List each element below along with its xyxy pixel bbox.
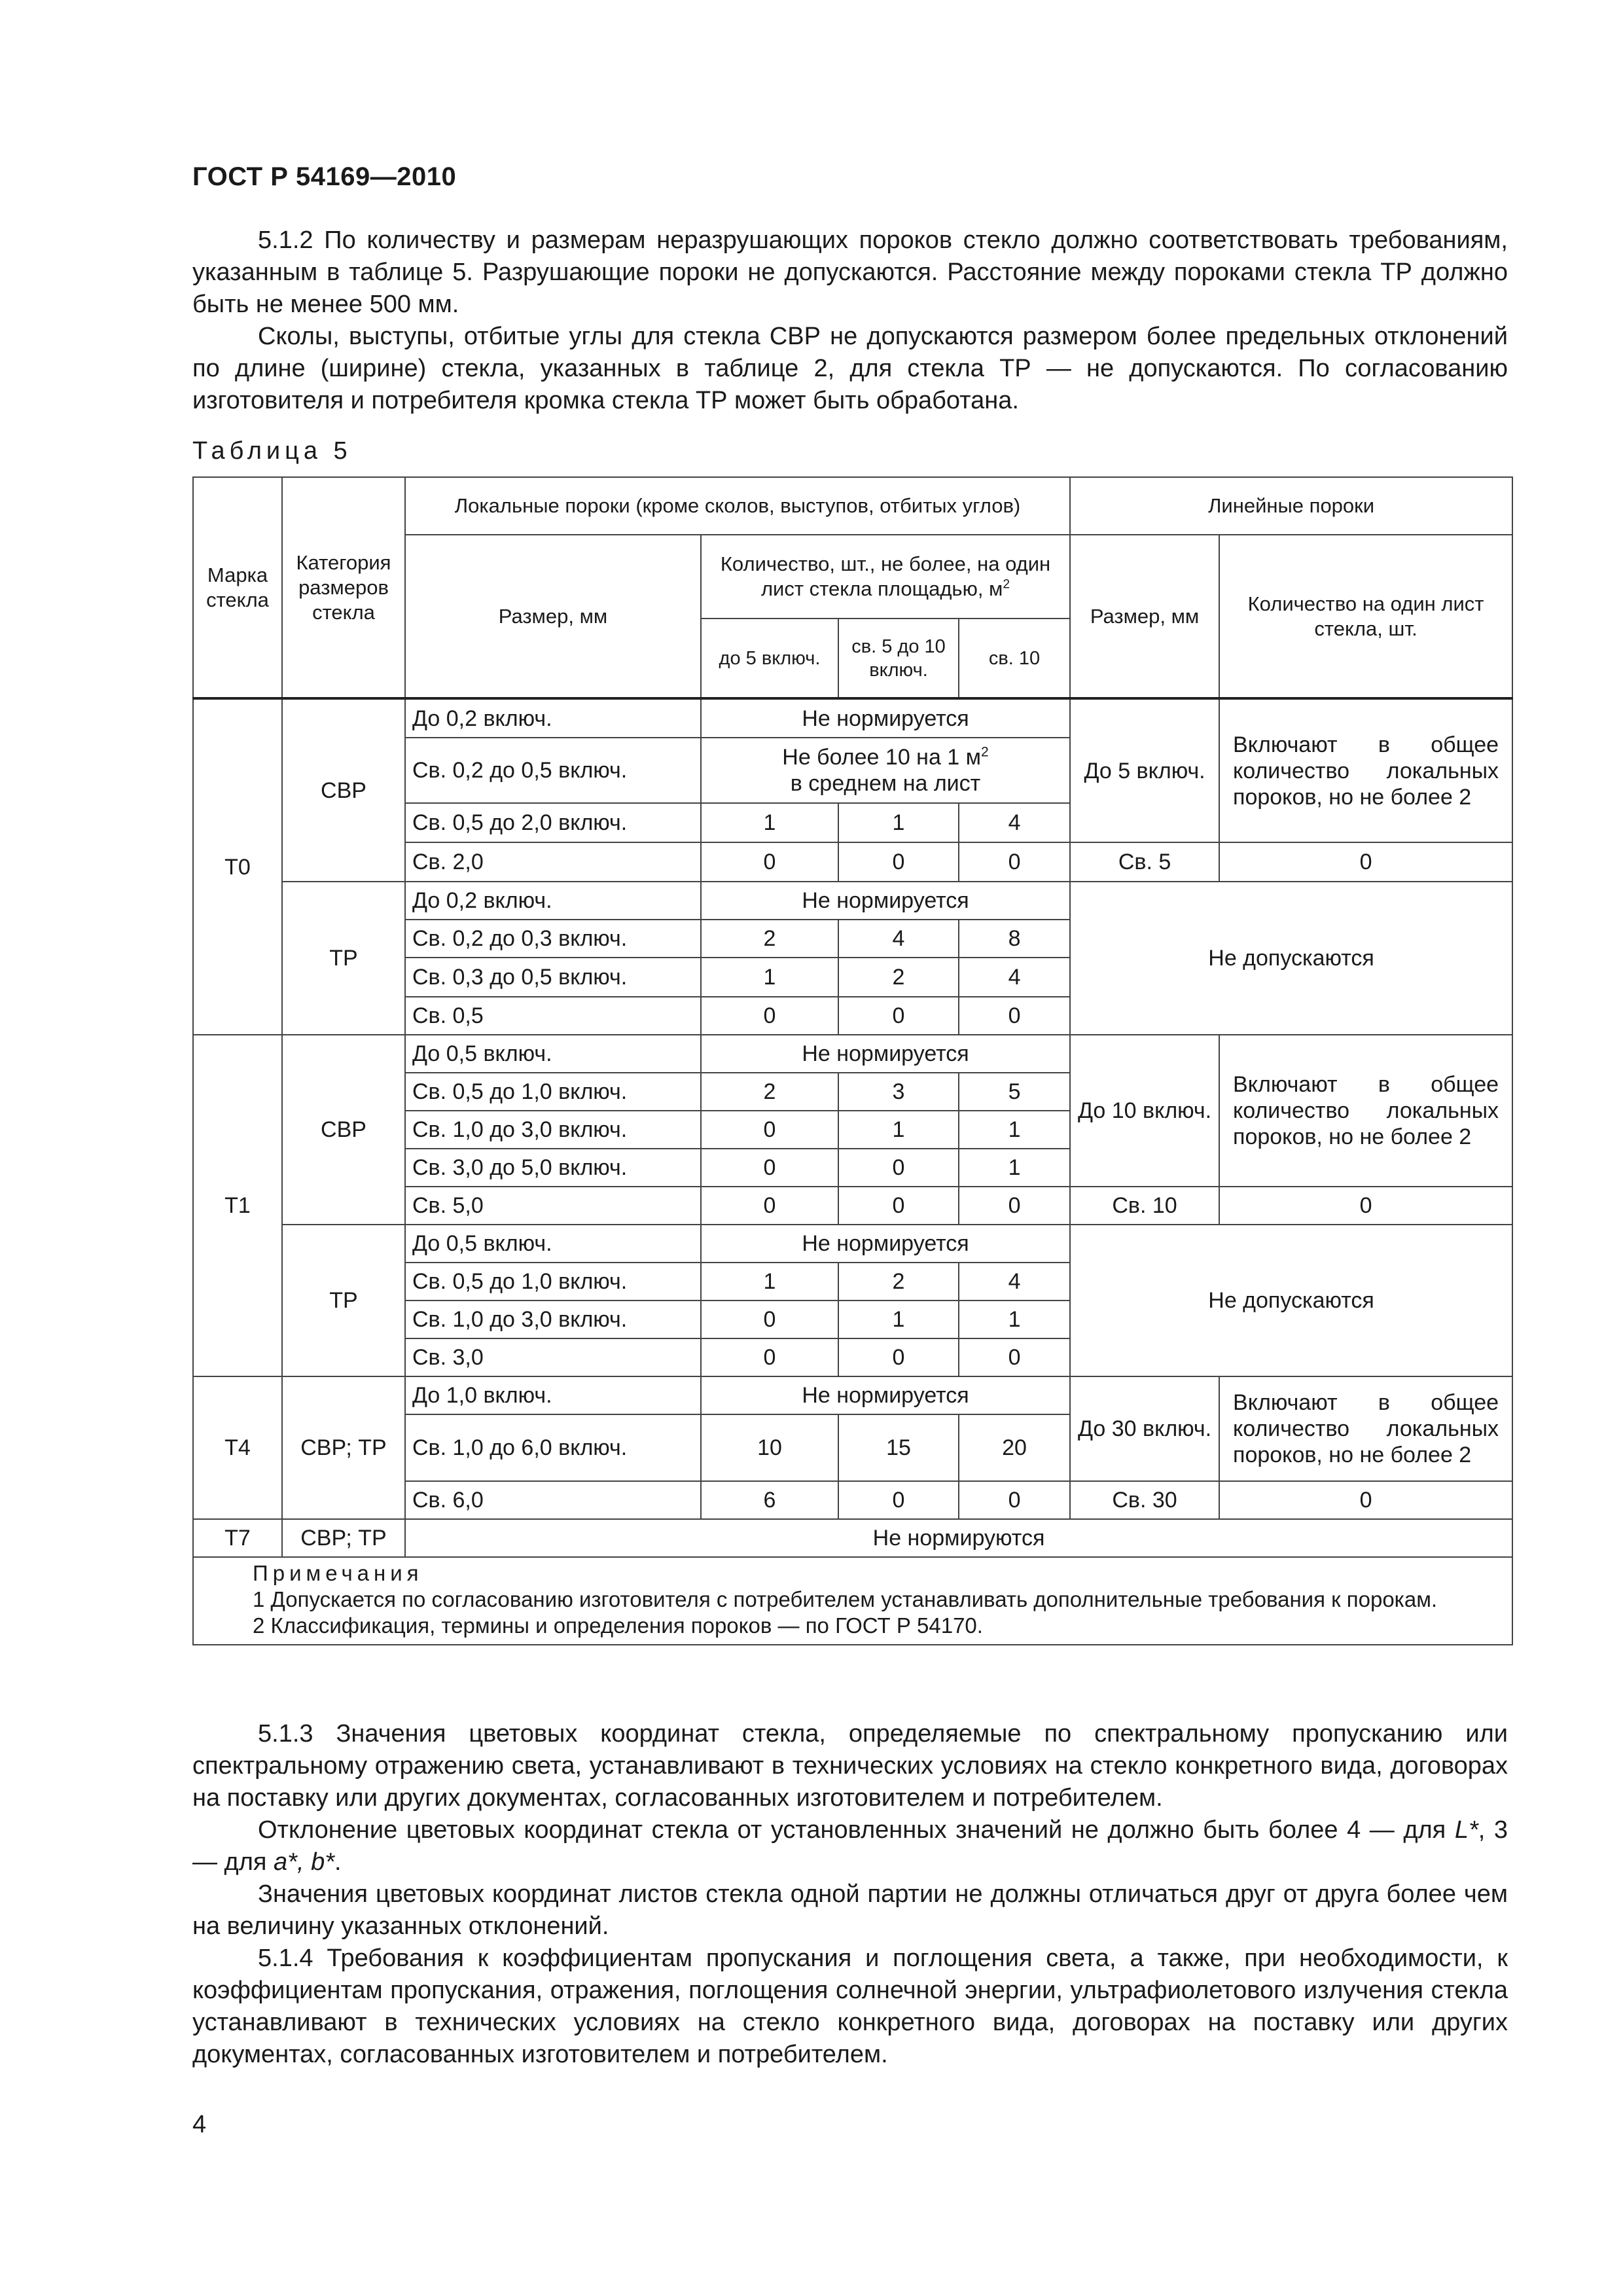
value-cell: 0 [701, 1338, 838, 1376]
size-cell: До 1,0 включ. [405, 1376, 701, 1414]
value-cell: 4 [959, 958, 1070, 997]
category-cell: ТР [282, 882, 405, 1035]
size-cell: Св. 0,5 до 1,0 включ. [405, 1073, 701, 1111]
linear-size-cell: Св. 10 [1070, 1187, 1219, 1225]
size-cell: Св. 5,0 [405, 1187, 701, 1225]
table-row [193, 1519, 1512, 1557]
size-cell: Св. 1,0 до 3,0 включ. [405, 1300, 701, 1338]
category-cell: СВР; ТР [282, 1376, 405, 1519]
value-cell: 2 [838, 1263, 959, 1300]
category-cell: СВР [282, 1035, 405, 1225]
value-cell: 5 [959, 1073, 1070, 1111]
average-cell-text: Не более 10 на 1 м [782, 745, 982, 770]
header-row-1 [193, 477, 1512, 535]
average-cell [701, 738, 1070, 803]
deviation-end: . [334, 1848, 342, 1876]
size-cell: Св. 6,0 [405, 1481, 701, 1519]
deviation-L: L* [1454, 1816, 1478, 1844]
size-cell: Св. 0,5 до 1,0 включ. [405, 1263, 701, 1300]
table-row [193, 1035, 1512, 1073]
value-cell: 0 [838, 1481, 959, 1519]
defects-table [192, 476, 1513, 1645]
linear-qty-cell: 0 [1219, 1187, 1512, 1225]
linear-qty-cell: 0 [1219, 1481, 1512, 1519]
intro-section [192, 224, 1508, 417]
linear-size-cell: До 30 включ. [1070, 1376, 1219, 1481]
value-cell: 0 [959, 1338, 1070, 1376]
value-cell: 1 [701, 958, 838, 997]
linear-size-cell: До 10 включ. [1070, 1035, 1219, 1187]
not-normed-cell: Не нормируется [701, 882, 1070, 920]
deviation-text-b: , 3 — для [192, 1816, 1508, 1876]
value-cell: 15 [838, 1414, 959, 1481]
linear-qty-cell: 0 [1219, 842, 1512, 882]
paragraph-deviation [192, 1814, 1508, 1878]
linear-qty-cell: Включают в общее количество локальных пороков, но не более 2 [1219, 1035, 1512, 1187]
not-normed-cell: Не нормируется [701, 1035, 1070, 1073]
area-over10-header: св. 10 [959, 619, 1070, 698]
table-row [193, 1225, 1512, 1263]
size-cell: Св. 0,5 [405, 997, 701, 1035]
value-cell: 4 [959, 803, 1070, 842]
table-row [193, 1376, 1512, 1414]
area-upto5-header: до 5 включ. [701, 619, 838, 698]
mark-cell: Т4 [193, 1376, 282, 1519]
size-cell: Св. 0,2 до 0,3 включ. [405, 920, 701, 958]
mark-cell: Т7 [193, 1519, 282, 1557]
notes-row [193, 1557, 1512, 1645]
value-cell: 10 [701, 1414, 838, 1481]
paragraph-batch: Значения цветовых координат листов стекла одной партии не должны отличаться друг от друга более чем на величину указанных отклонений. [192, 1880, 1508, 1940]
size-cell: Св. 3,0 [405, 1338, 701, 1376]
value-cell: 0 [838, 842, 959, 882]
notes-cell [193, 1557, 1512, 1645]
page-number: 4 [192, 2111, 207, 2138]
size-cell: Св. 1,0 до 3,0 включ. [405, 1111, 701, 1149]
value-cell: 2 [701, 1073, 838, 1111]
value-cell: 20 [959, 1414, 1070, 1481]
value-cell: 1 [701, 1263, 838, 1300]
not-normed-cell: Не нормируется [701, 1225, 1070, 1263]
value-cell: 1 [959, 1111, 1070, 1149]
deviation-text-a: Отклонение цветовых координат стекла от установленных значений не должно быть более 4 — для [258, 1816, 1455, 1844]
category-cell: СВР; ТР [282, 1519, 405, 1557]
value-cell: 1 [838, 1300, 959, 1338]
value-cell: 0 [959, 842, 1070, 882]
size-cell: Св. 0,5 до 2,0 включ. [405, 803, 701, 842]
value-cell: 1 [959, 1300, 1070, 1338]
area-5to10-header: св. 5 до 10 включ. [838, 619, 959, 698]
value-cell: 0 [838, 997, 959, 1035]
not-normed-cell: Не нормируется [701, 1376, 1070, 1414]
size-cell: До 0,2 включ. [405, 698, 701, 738]
average-cell-sup: 2 [981, 744, 989, 760]
value-cell: 0 [701, 1187, 838, 1225]
not-allowed-cell: Не допускаются [1070, 1225, 1512, 1376]
category-cell: СВР [282, 698, 405, 882]
table-row [193, 698, 1512, 738]
linear-size-header: Размер, мм [1070, 535, 1219, 698]
value-cell: 8 [959, 920, 1070, 958]
paragraph-5-1-4: 5.1.4 Требования к коэффициентам пропускания и поглощения света, а также, при необходимости, к коэффициентам пропускания, отражения, поглощения солнечной энергии, ультрафиолетового излучения стекла устанавливают в технических условиях на стекло конкретного вида, договорах на поставку или других документах, согласованных изготовителем и потребителем. [192, 1945, 1508, 2068]
value-cell: 0 [701, 842, 838, 882]
size-cell: Св. 0,2 до 0,5 включ. [405, 738, 701, 803]
value-cell: 0 [838, 1187, 959, 1225]
category-cell: ТР [282, 1225, 405, 1376]
value-cell: 0 [959, 1187, 1070, 1225]
value-cell: 0 [959, 1481, 1070, 1519]
linear-size-cell: Св. 5 [1070, 842, 1219, 882]
table-caption: Таблица 5 [192, 437, 352, 465]
size-cell: Св. 0,3 до 0,5 включ. [405, 958, 701, 997]
quantity-header-text: Количество, шт., не более, на один лист стекла площадью, м [720, 552, 1051, 600]
value-cell: 0 [838, 1338, 959, 1376]
deviation-ab: a*, b* [274, 1848, 335, 1876]
paragraph-5-1-3: 5.1.3 Значения цветовых координат стекла, определяемые по спектральному пропусканию или спектральному отражению света, устанавливают в технических условиях на стекло конкретного вида, договорах на поставку или других документах, согласованных изготовителем и потребителем. [192, 1720, 1508, 1812]
average-cell-text-2: в среднем на лист [790, 771, 981, 796]
not-normed-cell: Не нормируется [701, 698, 1070, 738]
local-defects-header: Локальные пороки (кроме сколов, выступов, отбитых углов) [405, 477, 1070, 535]
value-cell: 0 [701, 997, 838, 1035]
value-cell: 1 [838, 803, 959, 842]
linear-qty-header: Количество на один лист стекла, шт. [1219, 535, 1512, 698]
value-cell: 3 [838, 1073, 959, 1111]
note-2: 2 Классификация, термины и определения пороков — по ГОСТ Р 54170. [253, 1613, 983, 1638]
note-1: 1 Допускается по согласованию изготовителя с потребителем устанавливать дополнительные требования к порокам. [253, 1587, 1438, 1611]
linear-defects-header: Линейные пороки [1070, 477, 1512, 535]
value-cell: 1 [959, 1149, 1070, 1187]
value-cell: 0 [701, 1111, 838, 1149]
linear-size-cell: До 5 включ. [1070, 698, 1219, 842]
not-allowed-cell: Не допускаются [1070, 882, 1512, 1035]
value-cell: 4 [838, 920, 959, 958]
quantity-header-sup: 2 [1003, 577, 1010, 592]
not-normed-cell: Не нормируются [405, 1519, 1512, 1557]
value-cell: 1 [838, 1111, 959, 1149]
value-cell: 2 [701, 920, 838, 958]
mark-cell: Т1 [193, 1035, 282, 1376]
value-cell: 0 [701, 1149, 838, 1187]
value-cell: 1 [701, 803, 838, 842]
value-cell: 0 [838, 1149, 959, 1187]
size-cell: Св. 2,0 [405, 842, 701, 882]
value-cell: 0 [701, 1300, 838, 1338]
linear-qty-cell: Включают в общее количество локальных пороков, но не более 2 [1219, 1376, 1512, 1481]
quantity-header [701, 535, 1070, 619]
value-cell: 6 [701, 1481, 838, 1519]
size-cell: До 0,5 включ. [405, 1035, 701, 1073]
paragraph-chips: Сколы, выступы, отбитые углы для стекла СВР не допускаются размером более предельных отклонений по длине (ширине) стекла, указанных в таблице 2, для стекла ТР — не допускаются. По согласованию изготовителя и потребителя кромка стекла ТР может быть обработана. [192, 323, 1508, 414]
size-cell: Св. 3,0 до 5,0 включ. [405, 1149, 701, 1187]
size-cell: До 0,5 включ. [405, 1225, 701, 1263]
local-size-header: Размер, мм [405, 535, 701, 698]
col-category-header: Категория размеров стекла [282, 477, 405, 698]
value-cell: 4 [959, 1263, 1070, 1300]
linear-qty-cell: Включают в общее количество локальных пороков, но не более 2 [1219, 698, 1512, 842]
size-cell: Св. 1,0 до 6,0 включ. [405, 1414, 701, 1481]
col-mark-header: Марка стекла [193, 477, 282, 698]
notes-title: Примечания [253, 1561, 423, 1585]
value-cell: 0 [959, 997, 1070, 1035]
linear-size-cell: Св. 30 [1070, 1481, 1219, 1519]
value-cell: 2 [838, 958, 959, 997]
table-row [193, 882, 1512, 920]
size-cell: До 0,2 включ. [405, 882, 701, 920]
mark-cell: Т0 [193, 698, 282, 1035]
body-section [192, 1718, 1508, 2071]
paragraph-5-1-2: 5.1.2 По количеству и размерам неразрушающих пороков стекло должно соответствовать требованиям, указанным в таблице 5. Разрушающие пороки не допускаются. Расстояние между пороками стекла ТР должно быть не менее 500 мм. [192, 226, 1508, 318]
page-header: ГОСТ Р 54169—2010 [192, 162, 457, 191]
